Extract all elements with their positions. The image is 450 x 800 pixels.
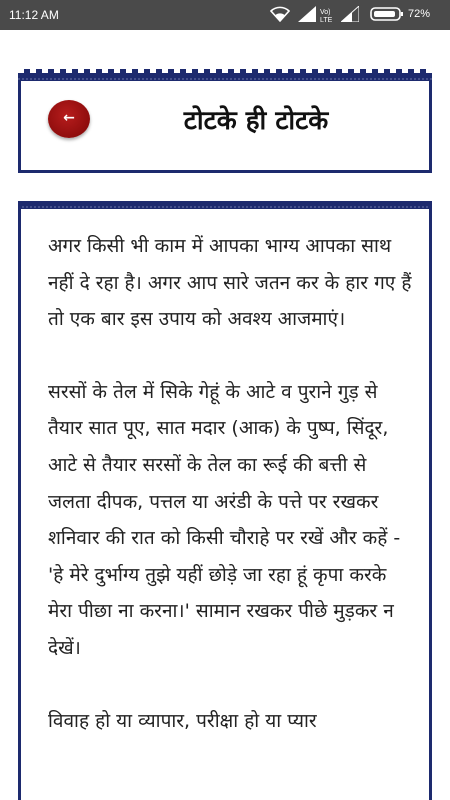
page-title: टोटके ही टोटके [183,106,329,136]
article-paragraph: सरसों के तेल में सिके गेहूं के आटे व पुराने गुड़ से तैयार सात पूए, सात मदार (आक) के पुष्प, सिंदूर, आटे से तैयार सरसों के तेल का रूई की बत्ती से जलता दीपक, पत्तल या अरंडी के पत्ते पर रखकर शनिवार की रात को किसी चौराहे पर रखें और कहें - 'हे मेरे दुर्भाग्य तुझे यहीं छोड़े जा रहा हूं कृपा करके मेरा पीछा ना करना।' सामान रखकर पीछे मुड़कर न देखें। [48,380,401,659]
article-body [48,228,413,775]
status-bar [0,0,450,30]
back-button[interactable] [48,100,90,138]
article-paragraph: अगर किसी भी काम में आपका भाग्य आपका साथ नहीं दे रहा है। अगर आप सारे जतन कर के हार गए हैं तो एक बार इस उपाय को अवश्य आजमाएं। [48,235,412,331]
header-card [18,73,432,173]
back-arrow-icon: ← [63,110,75,126]
status-time: 11:12 AM [9,8,59,22]
wifi-icon [270,6,290,22]
signal-icon [341,6,359,22]
decorative-border [18,201,432,209]
svg-text:Vo): Vo) [320,9,331,16]
battery-percent: 72% [408,8,431,20]
svg-text:LTE: LTE [320,17,333,24]
decorative-border [18,67,432,81]
volte-icon [320,6,336,24]
battery-icon [370,6,404,22]
article-paragraph: विवाह हो या व्यापार, परीक्षा हो या प्यार [48,709,317,732]
content-card[interactable] [18,201,432,800]
signal-icon [298,6,316,22]
